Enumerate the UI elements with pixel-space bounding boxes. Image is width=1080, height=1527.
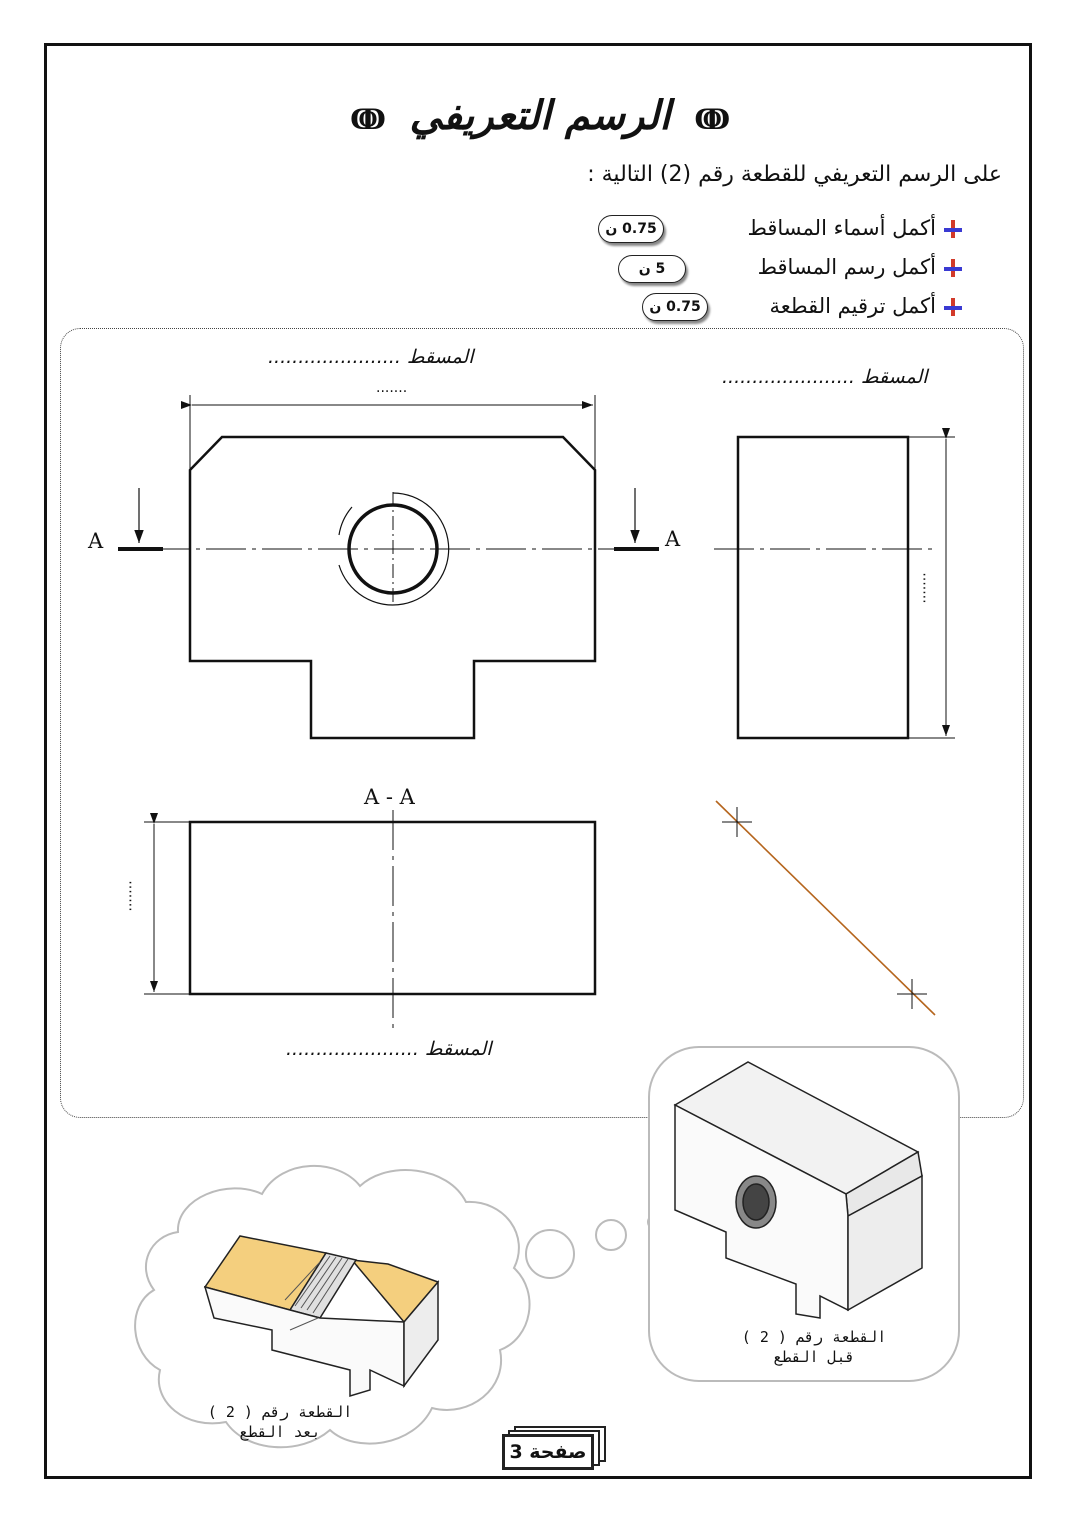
task-label: أكمل رسم المساقط xyxy=(757,255,936,279)
task-label: أكمل أسماء المساقط xyxy=(747,216,936,240)
dimension-top-value: ....... xyxy=(376,380,408,396)
cut-label-right: A xyxy=(665,527,681,551)
task-label: أكمل ترقيم القطعة xyxy=(769,294,936,318)
ornament-right-icon: ↂ xyxy=(694,103,730,136)
cut-label-left: A xyxy=(88,529,104,553)
points-badge: 0.75 ن xyxy=(598,215,664,243)
label-section-view: المسقط ...................... xyxy=(286,1038,492,1060)
intro-text: على الرسم التعريفي للقطعة رقم (2) التالية : xyxy=(587,162,1002,187)
caption-before-line2: قبل القطع xyxy=(773,1348,855,1366)
front-view xyxy=(190,437,595,738)
cut-marker-right xyxy=(614,488,659,549)
caption-after-cut xyxy=(190,1402,370,1442)
dimension-top xyxy=(190,395,595,470)
label-front-view: المسقط ...................... xyxy=(268,346,474,368)
points-badge: 0.75 ن xyxy=(642,293,708,321)
ornament-left-icon: ↂ xyxy=(350,103,386,136)
cut-marker-left xyxy=(118,488,163,549)
title-text: الرسم التعريفي xyxy=(409,92,671,139)
label-side-view: المسقط ...................... xyxy=(722,366,928,388)
points-badge: 5 ن xyxy=(618,255,686,283)
page-number: صفحة 3 xyxy=(502,1434,594,1470)
dimension-section xyxy=(144,822,190,994)
mitre-line xyxy=(716,801,935,1015)
caption-after-line2: بعد القطع xyxy=(239,1423,321,1441)
dimension-section-value: ....... xyxy=(125,880,142,912)
section-title: A - A xyxy=(364,785,415,809)
side-view xyxy=(738,437,908,738)
dimension-side-value: ....... xyxy=(919,572,936,604)
caption-after-line1: القطعة رقم ( 2 ) xyxy=(207,1403,353,1421)
caption-before-line1: القطعة رقم ( 2 ) xyxy=(741,1328,887,1346)
caption-before-cut xyxy=(724,1327,904,1367)
